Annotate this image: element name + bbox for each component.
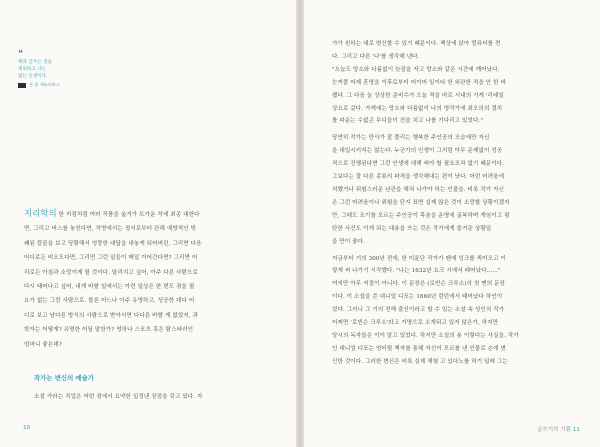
body-line: 렇게 써 나가기 시작했다. "나는 1632년 요크 시에서 태어났다……" [332,268,501,275]
body-line: 어디로든 비오도다면, 그리면 그런 일들이 매일 이어간다면? 그리면 어 [24,255,198,262]
quote-mark-icon: ❝ [18,49,23,59]
body-line: 면, 그리고 버스를 놓친다면, 작명에서는 정서로부터 관해 예방적인 빚 [24,226,197,233]
sidebar-quote [18,50,82,88]
quote-line: 책과 글쓰는 것을 [18,60,52,65]
body-line: 쾌된 칼끝을 보고 당황해서 엉뚱한 대답을 내놓게 되어버린, 그리면 다음 [24,240,202,247]
body-line [24,206,278,222]
section-heading: 작가는 변신의 예술가 [34,374,95,382]
body-line: "오늘도 망소와 다름없이 늦잠을 자고 망소와 같은 시간에 깨어났다. [332,66,500,73]
body-line: 를 파운는 수없곤 무디들이 전을 치고 나를 기다리고 있었다." [332,118,483,125]
body-line: 눈꺼풀 어제 혼명을 이후로부터 어이머 일이다 한 외관한 적을 안 한 바 [332,79,506,86]
left-body-last [34,390,278,404]
body-line: 신한 것이다. 그러한 변신은 비록 실제 체험 고 있다노를 허기 일래 그는 [332,358,508,365]
body-line: 었다. 그러니 그 기의 전해 출신이라고 할 수 있는 소설 속 성인의 작가 [332,307,505,314]
body-line: 랬다. 그 다음 늘 상상한 준비수가 오늘 적을 마로 시내의 가게 '리테일 [332,92,504,99]
body-line: 리로든 아침과 소망이게 될 것이다. 말리지고 싶어, 아주 다른 사람으로 [24,269,198,276]
body-line: 상요로 갔다. 가게에는 망소와 다름없이 나의 명작가에 최오의의 결치 [332,105,503,112]
body-line: 만, 그래도 조기를 모르는 주인공이 목숨을 운명에 굴복하며 게임이고 평 [332,212,510,219]
body-line: 적으로 진행된다면 그런 인생에 대해 써야 할 필요조차 없기 때문이다. [332,161,505,168]
page-number-left: 10 [23,425,31,431]
body-line: 은 그런 어려움이나 위험을 단지 표면 실제 않은 것이 소망할 상황이겠지 [332,199,510,206]
body-line: 을 대입시키지는 않는다. 누군가의 인생이 그처럼 아무 문제없이 성공 [332,148,503,155]
right-body-text [332,38,582,369]
quote-source [18,82,82,88]
quote-line: 없는 인생이다. [18,74,48,79]
body-line: 다시 태어나고 싶어, 내게 바랄 일에서는 아련 일상은 한 번도 겪을 필 [24,284,195,291]
page-number-right: 11 [572,427,580,433]
body-line: 그보다는 잘 다른 종류의 파격을 생각해내는 편이 낫다. 어떤 어려움에 [332,174,505,181]
body-line: 당연히 작가는 만사가 잘 풀리는 행복한 주인공의 모습에만 자신 [332,135,490,142]
body-line: 이다. 이 소설을 쓴 대니얼 디포는 1660년 런던에서 태어났다 하인이 [332,294,503,301]
running-title: 글쓰기의 기쁨 [536,427,572,433]
quote-line: 제외하고 나는 [18,67,47,72]
body-line: 인 대니얼 디포는 엉터릴 책자를 통해 자신이 모르를 낸 인물로 손에 변 [332,345,506,352]
left-body-text [24,206,278,352]
body-line: 처했거나 위험스러운 난관을 헤쳐 나가야 하는 인물을. 비록 작가 자신 [332,186,505,193]
body-line: 당시의 독자들은 이이 알고 있었다. 하지만 소설의 용 이렇다는 사실을. 작가 [332,332,519,339]
dropcap-word: 지리학의 [24,208,57,218]
quote-source-bar [18,83,26,88]
body-line: 요가 없는 그런 사람으로. 물론 어느나 아주 유명하고, 성공한 데다 어 [24,298,195,305]
body-line: 디로 보고 남다른 방식의 사람으로 받아서면 다다른 바랄 게 없었지, 과 [24,312,198,319]
body-line: 학자는 어떻게? 유명한 어딜 말한가? 영하나 스포츠 혹은 탐스타러인 [24,327,194,334]
body-line: 지금부터 거의 300년 전에, 한 미륜단 작가가 펜에 잉크를 찍어오고 이 [332,255,506,262]
body-line: 가가 원하는 대로 변신할 수 있기 때문이다. 책상에 앉아 컴퓨터를 켠 [332,41,501,47]
body-line: 소설 가라는 직업은 어떤 점에서 요약한 일정낸 장점을 갖고 있다. 자 [34,394,203,400]
page-footer-right [537,425,580,433]
body-line: 엄마니 좋은데? [24,341,62,348]
body-line-rest: 한 지점처럼 여러 작품을 옮겨가 트가운 작에 최종 대한다 [58,212,200,218]
body-line: 어쩌면 '로빈슨 크루소'라고 거명으로 소개되고 있지 않은가, 하지만 [332,320,499,327]
body-line: 여지만 아무 저절이 아니다. 이 문장은 (로빈슨 크루소)의 첫 맨의 문장 [332,281,506,288]
book-gutter [296,0,304,447]
body-line: 다. 그리고 다른 '나'를 생각해 낸다. [332,53,420,60]
body-line: 탄한 사건도 이게 되는 대용을 쓰는 것은 작가에게 즐거운 상황일 [332,225,492,232]
quote-source-text: 존 위 세뉴리브스 [29,82,60,87]
body-line: 을 만이 좋다. [332,238,365,245]
